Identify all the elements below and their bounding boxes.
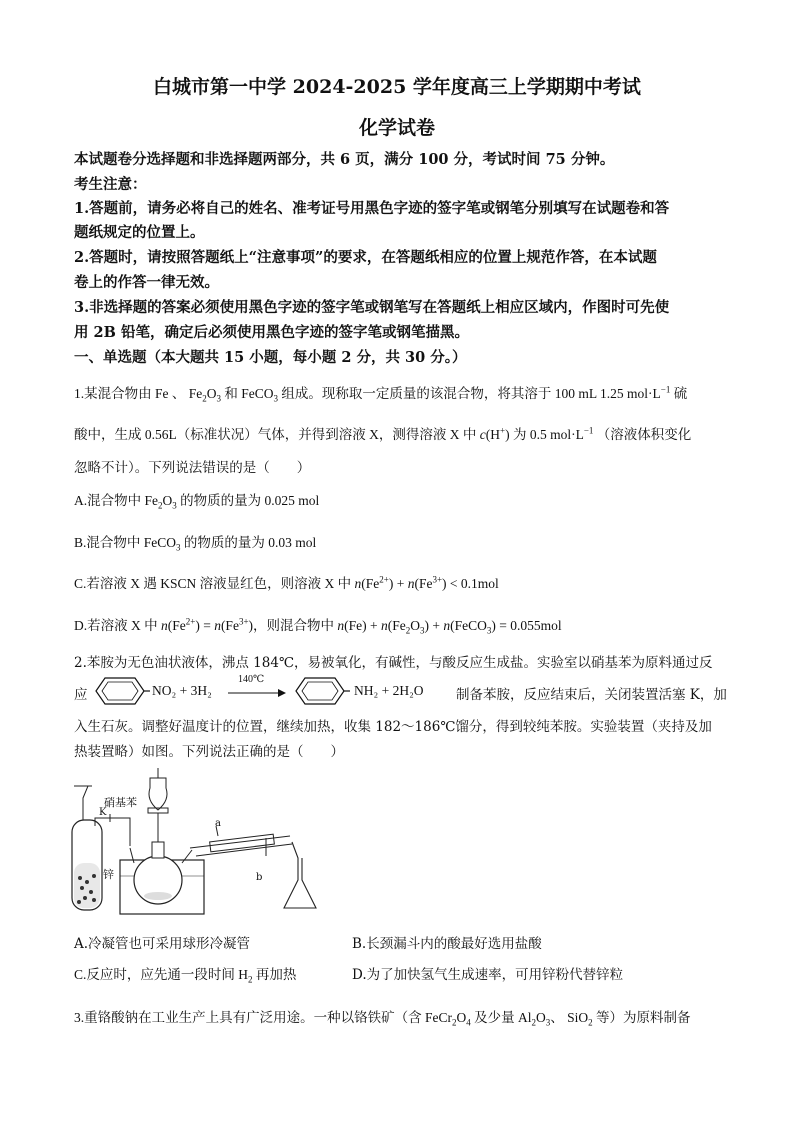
q2-option-d[interactable]: D.为了加快氢气生成速率，可用锌粉代替锌粒 — [352, 967, 624, 983]
q2-stem-line2-pre: 应 — [74, 687, 88, 703]
benzene-ring-icon — [90, 675, 150, 707]
fig-label-zinc: 锌 — [103, 868, 114, 881]
q1-option-a[interactable]: A.混合物中 $Fe_2O_3$ 的物质的量为 0.025 mol — [74, 493, 320, 511]
q1-stem-line1: 1.某混合物由 Fe 、 $Fe_2O_3$ 和 FeCO$_3$ 组成。现称取一定质量的该混合物，将其溶于 100 mL 1.25 $mol\cdot L^{-1}$ 硫 — [74, 384, 688, 404]
q2-reaction-condition: 140℃ — [238, 674, 265, 685]
notice-item: 3.非选择题的答案必须使用黑色字迹的签字笔或钢笔写在答题纸上相应区域内，作图时可先使 — [74, 299, 670, 316]
section-heading: 一、单选题（本大题共 15 小题，每小题 2 分，共 30 分。） — [74, 349, 467, 366]
q1-stem-line2: 酸中，生成 0.56L（标准状况）气体，并得到溶液 X，测得溶液 X 中 c(H+) 为 0.5 $mol\cdot L^{-1}$ （溶液体积变化 — [74, 425, 692, 442]
q2-option-b[interactable]: B.长颈漏斗内的酸最好选用盐酸 — [352, 936, 542, 952]
q2-stem-line3: 入生石灰。调整好温度计的位置，继续加热，收集 182～186℃馏分，得到较纯苯胺。实验装置（夹持及加 — [74, 719, 712, 735]
notice-item: 卷上的作答一律无效。 — [74, 274, 219, 291]
notice-item: 题纸规定的位置上。 — [74, 224, 205, 241]
q2-stem-line1: 2.苯胺为无色油状液体，沸点 184℃，易被氧化，有碱性，与酸反应生成盐。实验室以硝基苯为原料通过反 — [74, 655, 713, 671]
q1-option-b[interactable]: B.混合物中 FeCO$_3$ 的物质的量为 0.03 mol — [74, 535, 317, 553]
q1-option-c[interactable]: C.若溶液 X 遇 KSCN 溶液显红色，则溶液 X 中 $n(Fe^{2+}) + n(Fe^{3+}) < 0.1mol$ — [74, 574, 499, 591]
q2-reactants: NO₂ + 3H₂ — [152, 683, 212, 698]
q2-option-a[interactable]: A.冷凝管也可采用球形冷凝管 — [74, 936, 251, 952]
q2-stem-line4: 热装置略）如图。下列说法正确的是（ ） — [74, 744, 344, 760]
fig-label-b: b — [256, 872, 263, 883]
q2-option-c[interactable]: C.反应时，应先通一段时间 $H_2$ 再加热 — [74, 967, 297, 985]
exam-title: 白城市第一中学 2024-2025 学年度高三上学期期中考试 — [153, 76, 641, 98]
benzene-ring-icon — [290, 675, 350, 707]
fig-label-k: K — [99, 807, 107, 818]
notice-item: 用 2B 铅笔，确定后必须使用黑色字迹的签字笔或钢笔描黑。 — [74, 324, 469, 341]
q2-products: NH₂ + 2H₂O — [354, 683, 424, 698]
fig-label-nitrobenzene: 硝基苯 — [104, 796, 137, 809]
q1-stem-line3: 忽略不计）。下列说法错误的是（ ） — [74, 460, 311, 476]
apparatus-figure — [70, 768, 320, 918]
reaction-arrow-icon — [228, 688, 286, 698]
exam-subtitle: 化学试卷 — [358, 117, 435, 139]
notice-item: 2.答题时，请按照答题纸上“注意事项”的要求，在答题纸相应的位置上规范作答，在本试题 — [74, 249, 657, 266]
q1-option-d[interactable]: D.若溶液 X 中 $n(Fe^{2+}) = n(Fe^{3+})$，则混合物中 $n(Fe) + n(Fe_2O_3)$ + n(FeCO$_3$) = 0.055mol — [74, 616, 562, 636]
q3-stem-line1: 3.重铬酸钠在工业生产上具有广泛用途。一种以铬铁矿（含 $FeCr_2O_4$ 及少量 $Al_2O_3$、 SiO$_2$ 等）为原料制备 — [74, 1010, 691, 1028]
q2-stem-line2-post: 制备苯胺，反应结束后，关闭装置活塞 K，加 — [456, 687, 727, 703]
notice-item: 1.答题前，请务必将自己的姓名、准考证号用黑色字迹的签字笔或钢笔分别填写在试题卷和答 — [74, 200, 670, 217]
fig-label-a: a — [215, 818, 221, 829]
notice-attention: 考生注意： — [74, 176, 147, 193]
notice-intro: 本试题卷分选择题和非选择题两部分，共 6 页，满分 100 分，考试时间 75 分钟。 — [74, 151, 615, 168]
